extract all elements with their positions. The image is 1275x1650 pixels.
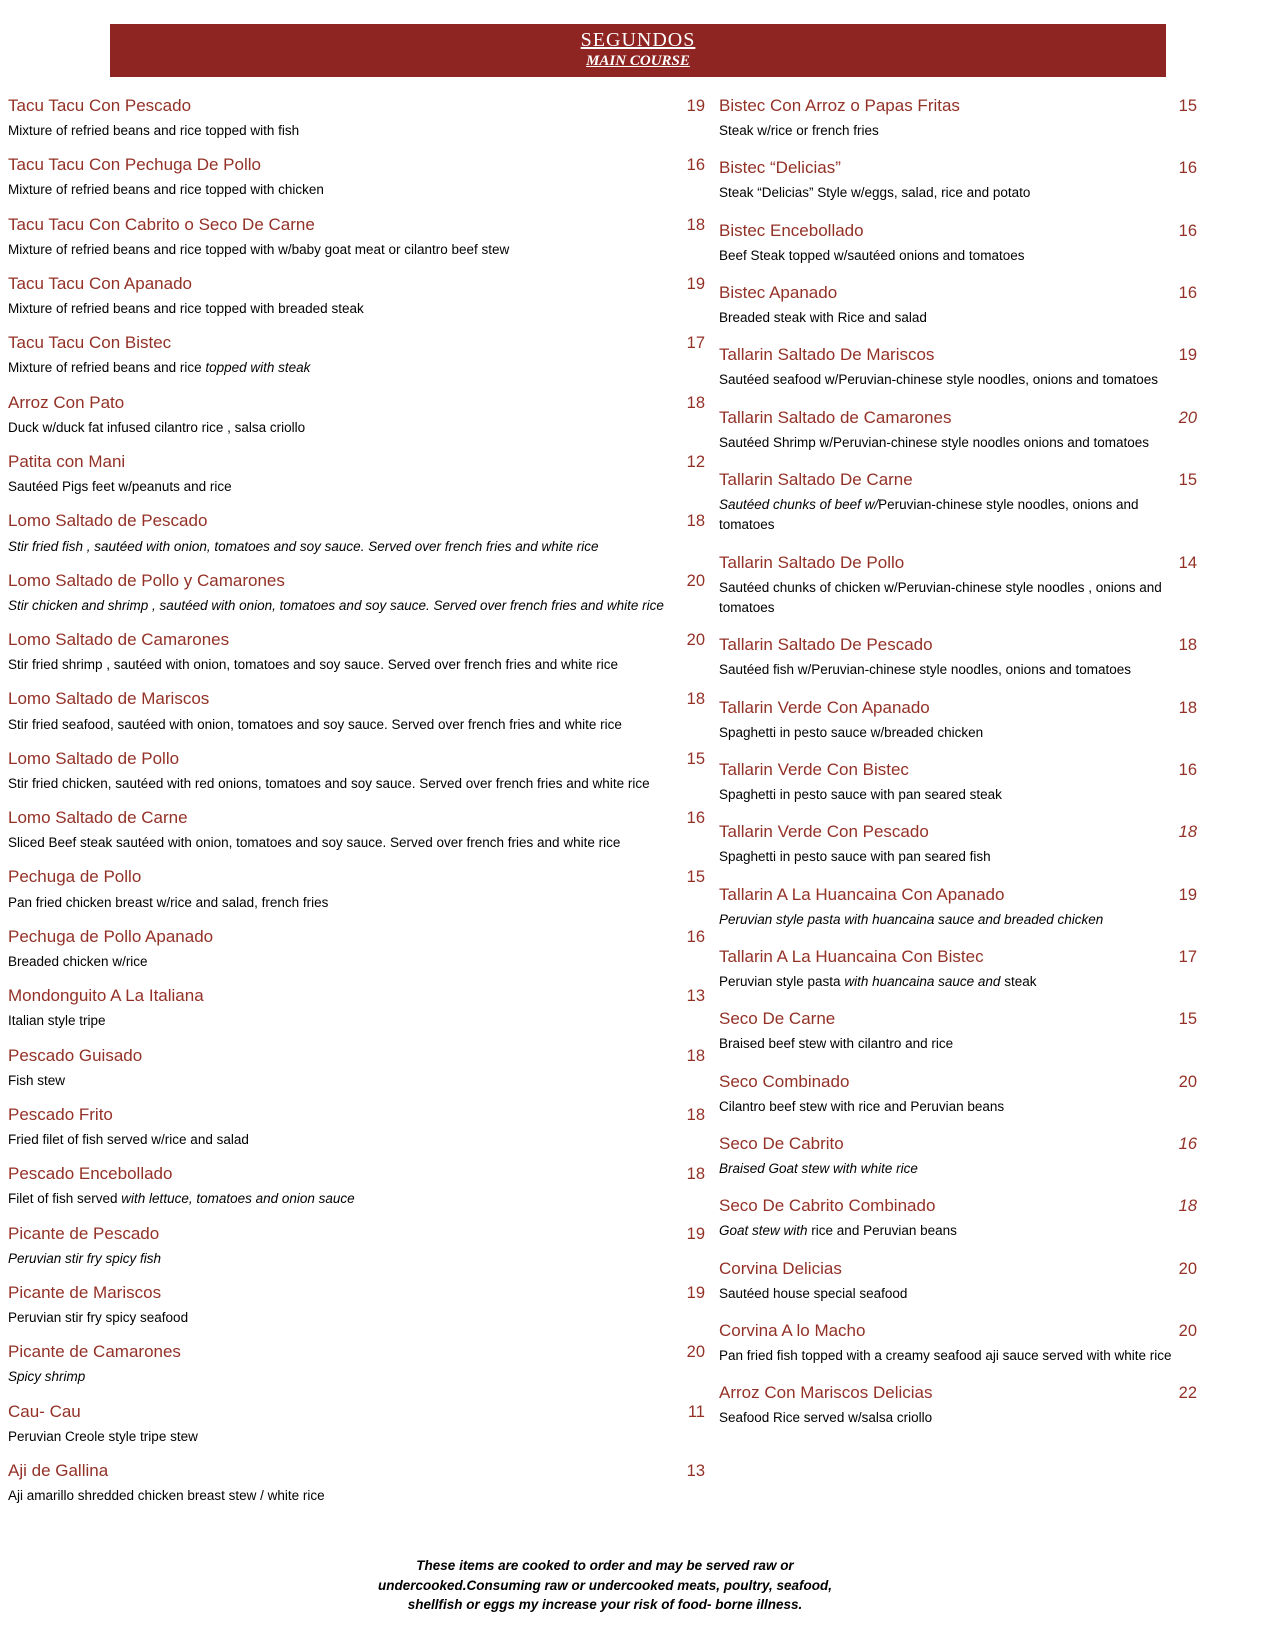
menu-item-header bbox=[8, 1400, 705, 1424]
menu-item bbox=[719, 94, 1197, 141]
menu-item-description: Pan fried fish topped with a creamy seafood aji sauce served with white rice bbox=[719, 1348, 1172, 1364]
menu-item-name: Arroz Con Pato bbox=[8, 392, 125, 412]
menu-item-header bbox=[719, 1007, 1197, 1031]
menu-item-header bbox=[719, 156, 1197, 180]
menu-item-header bbox=[719, 945, 1197, 969]
menu-item-description: Sautéed Pigs feet w/peanuts and rice bbox=[8, 479, 232, 495]
menu-item-description: Spicy shrimp bbox=[8, 1369, 86, 1385]
menu-item bbox=[8, 1281, 705, 1328]
menu-item-price: 16 bbox=[686, 927, 705, 946]
menu-item-description: Steak w/rice or french fries bbox=[719, 123, 879, 139]
menu-item-description: Seafood Rice served w/salsa criollo bbox=[719, 1410, 933, 1426]
menu-item-price: 18 bbox=[686, 1105, 705, 1124]
menu-item-description: Breaded steak with Rice and salad bbox=[719, 310, 927, 326]
menu-item bbox=[719, 551, 1197, 619]
menu-item bbox=[8, 747, 705, 794]
menu-item bbox=[719, 1132, 1197, 1179]
menu-subtitle: MAIN COURSE bbox=[586, 53, 690, 69]
menu-item-name: Corvina A lo Macho bbox=[719, 1321, 866, 1341]
menu-item bbox=[8, 925, 705, 972]
menu-item-header bbox=[719, 94, 1197, 118]
menu-item-price: 16 bbox=[1178, 284, 1197, 303]
menu-item bbox=[8, 272, 705, 319]
menu-item-header bbox=[8, 984, 705, 1008]
menu-item-price: 18 bbox=[1178, 1197, 1197, 1216]
menu-item-name: Seco De Cabrito Combinado bbox=[719, 1196, 936, 1216]
menu-item bbox=[8, 1340, 705, 1387]
menu-item-header bbox=[8, 391, 705, 415]
menu-item-name: Lomo Saltado de Mariscos bbox=[8, 689, 210, 709]
menu-item-description: Spaghetti in pesto sauce with pan seared fish bbox=[719, 849, 991, 865]
menu-item-description: Braised Goat stew with white rice bbox=[719, 1161, 918, 1177]
menu-item-price: 18 bbox=[686, 393, 705, 412]
menu-item-name: Seco Combinado bbox=[719, 1071, 850, 1091]
menu-item bbox=[719, 820, 1197, 867]
menu-item bbox=[719, 156, 1197, 203]
menu-item-price: 16 bbox=[1178, 159, 1197, 178]
menu-item-name: Tallarin Saltado De Pescado bbox=[719, 635, 933, 655]
menu-item-name: Corvina Delicias bbox=[719, 1258, 842, 1278]
menu-item bbox=[719, 343, 1197, 390]
menu-item-name: Tacu Tacu Con Pechuga De Pollo bbox=[8, 155, 261, 175]
menu-item-header bbox=[719, 1070, 1197, 1094]
menu-item-description: Peruvian stir fry spicy seafood bbox=[8, 1309, 189, 1325]
menu-item bbox=[719, 758, 1197, 805]
menu-item-price: 11 bbox=[687, 1402, 705, 1421]
menu-item bbox=[719, 1007, 1197, 1054]
menu-item bbox=[8, 94, 705, 141]
menu-item-header bbox=[8, 1162, 705, 1186]
menu-item-description: Fish stew bbox=[8, 1072, 66, 1088]
menu-item-header bbox=[719, 1257, 1197, 1281]
menu-item bbox=[8, 1103, 705, 1150]
menu-item-description: Filet of fish served with lettuce, tomatoes and onion sauce bbox=[8, 1191, 355, 1207]
menu-item-description: Fried filet of fish served w/rice and salad bbox=[8, 1131, 249, 1147]
menu-item-price: 19 bbox=[686, 1283, 705, 1302]
menu-item-header bbox=[8, 153, 705, 177]
menu-item-description: Italian style tripe bbox=[8, 1013, 106, 1029]
menu-item-header bbox=[8, 1340, 705, 1364]
menu-item-price: 15 bbox=[1178, 97, 1197, 115]
menu-item-description: Sliced Beef steak sautéed with onion, tomatoes and soy sauce. Served over french fries and white rice bbox=[8, 835, 621, 851]
menu-item-header bbox=[8, 509, 705, 533]
menu-item-header bbox=[8, 1222, 705, 1246]
menu-item-name: Lomo Saltado de Pollo bbox=[8, 748, 180, 768]
menu-item-name: Patita con Mani bbox=[8, 452, 126, 472]
menu-item-name: Tallarin Saltado De Carne bbox=[719, 470, 913, 490]
menu-item bbox=[8, 628, 705, 675]
menu-item-header bbox=[719, 1381, 1197, 1405]
menu-item bbox=[719, 468, 1197, 536]
menu-item-description: Mixture of refried beans and rice topped with steak bbox=[8, 360, 311, 376]
menu-item-name: Pescado Encebollado bbox=[8, 1164, 173, 1184]
menu-item bbox=[719, 633, 1197, 680]
menu-item-description: Spaghetti in pesto sauce with pan seared steak bbox=[719, 787, 1002, 803]
menu-item-name: Lomo Saltado de Pollo y Camarones bbox=[8, 570, 285, 590]
menu-item-header bbox=[719, 696, 1197, 720]
menu-item-header bbox=[719, 468, 1197, 492]
menu-item-header bbox=[8, 213, 705, 237]
menu-item-price: 18 bbox=[686, 215, 705, 234]
menu-item-description: Peruvian style pasta with huancaina sauce and steak bbox=[719, 974, 1037, 990]
menu-item-header bbox=[8, 450, 705, 474]
menu-item-header bbox=[8, 1044, 705, 1068]
menu-item-description: Sautéed seafood w/Peruvian-chinese style noodles, onions and tomatoes bbox=[719, 372, 1159, 388]
menu-item-header bbox=[8, 925, 705, 949]
menu-item bbox=[719, 945, 1197, 992]
menu-item-name: Picante de Camarones bbox=[8, 1342, 181, 1362]
menu-item-price: 17 bbox=[1178, 947, 1197, 966]
menu-item-description: Pan fried chicken breast w/rice and salad, french fries bbox=[8, 894, 329, 910]
menu-item-header bbox=[719, 551, 1197, 575]
menu-item-header bbox=[8, 1103, 705, 1127]
menu-item-price: 18 bbox=[1178, 636, 1197, 655]
menu-item-description: Aji amarillo shredded chicken breast stew / white rice bbox=[8, 1488, 325, 1503]
menu-item-price: 19 bbox=[1178, 346, 1197, 365]
menu-item-header bbox=[719, 633, 1197, 657]
menu-item-name: Tacu Tacu Con Bistec bbox=[8, 333, 172, 353]
menu-item bbox=[8, 687, 705, 734]
menu-title: SEGUNDOS bbox=[580, 29, 696, 51]
menu-item-header bbox=[8, 272, 705, 296]
menu-item-price: 20 bbox=[1178, 1322, 1197, 1341]
menu-item-name: Tallarin Verde Con Bistec bbox=[719, 759, 909, 779]
menu-item-description: Sautéed fish w/Peruvian-chinese style noodles, onions and tomatoes bbox=[719, 662, 1132, 678]
menu-column-right bbox=[719, 94, 1197, 1444]
menu-item-price: 16 bbox=[1178, 221, 1197, 240]
menu-item-description: Beef Steak topped w/sautéed onions and tomatoes bbox=[719, 247, 1025, 263]
menu-item-description: Stir fried chicken, sautéed with red onions, tomatoes and soy sauce. Served over french fries and white rice bbox=[8, 775, 650, 791]
menu-item-name: Picante de Mariscos bbox=[8, 1282, 162, 1302]
menu-item-name: Tacu Tacu Con Cabrito o Seco De Carne bbox=[8, 214, 315, 234]
menu-item-description: Stir fried shrimp , sautéed with onion, tomatoes and soy sauce. Served over french fries and white rice bbox=[8, 657, 619, 673]
menu-item-header bbox=[719, 406, 1197, 430]
menu-item bbox=[719, 1319, 1197, 1366]
menu-item-description: Stir chicken and shrimp , sautéed with onion, tomatoes and soy sauce. Served over french fries and white rice bbox=[8, 597, 664, 613]
disclaimer-line-2: undercooked.Consuming raw or undercooked meats, poultry, seafood, bbox=[377, 1577, 833, 1593]
menu-item bbox=[8, 865, 705, 912]
menu-item-name: Cau- Cau bbox=[8, 1401, 81, 1421]
menu-item-price: 20 bbox=[1178, 1072, 1197, 1091]
menu-item-price: 19 bbox=[686, 97, 705, 115]
menu-item-price: 20 bbox=[686, 1343, 705, 1362]
menu-item-price: 18 bbox=[686, 512, 705, 531]
menu-item-name: Aji de Gallina bbox=[8, 1460, 109, 1480]
menu-item-header bbox=[719, 281, 1197, 305]
menu-item-name: Arroz Con Mariscos Delicias bbox=[719, 1383, 933, 1403]
menu-item-name: Tallarin Saltado De Pollo bbox=[719, 552, 905, 572]
menu-item-name: Lomo Saltado de Camarones bbox=[8, 630, 230, 650]
menu-item-description: Steak “Delicias” Style w/eggs, salad, rice and potato bbox=[719, 185, 1031, 201]
menu-item-description: Sautéed house special seafood bbox=[719, 1285, 908, 1301]
menu-item-header bbox=[8, 628, 705, 652]
menu-item-description: Braised beef stew with cilantro and rice bbox=[719, 1036, 954, 1052]
menu-item-name: Tallarin Saltado de Camarones bbox=[719, 407, 952, 427]
menu-item-price: 20 bbox=[686, 631, 705, 650]
menu-item-description: Stir fried seafood, sautéed with onion, tomatoes and soy sauce. Served over french fries and white rice bbox=[8, 716, 622, 732]
menu-item bbox=[719, 1194, 1197, 1241]
menu-item-header bbox=[719, 883, 1197, 907]
menu-item-header bbox=[719, 1132, 1197, 1156]
menu-item-price: 19 bbox=[1178, 885, 1197, 904]
menu-item-name: Tallarin Verde Con Apanado bbox=[719, 697, 930, 717]
menu-item-description: Stir fried fish , sautéed with onion, tomatoes and soy sauce. Served over french fries and white rice bbox=[8, 538, 599, 554]
menu-item-header bbox=[8, 865, 705, 889]
menu-item-price: 15 bbox=[1178, 471, 1197, 490]
menu-item-price: 16 bbox=[1178, 1135, 1197, 1153]
menu-item-price: 15 bbox=[1178, 1010, 1197, 1029]
menu-item-price: 16 bbox=[686, 156, 705, 175]
menu-item-price: 18 bbox=[1178, 823, 1197, 842]
menu-item-description: Peruvian stir fry spicy fish bbox=[8, 1250, 162, 1266]
menu-item bbox=[719, 1070, 1197, 1117]
menu-item-name: Seco De Carne bbox=[719, 1009, 836, 1029]
menu-item-header bbox=[8, 331, 705, 355]
menu-item-description: Spaghetti in pesto sauce w/breaded chicken bbox=[719, 724, 984, 740]
disclaimer bbox=[0, 1556, 1210, 1615]
menu-item-description: Mixture of refried beans and rice topped with chicken bbox=[8, 182, 324, 198]
menu-item-price: 18 bbox=[686, 1165, 705, 1184]
menu-item-name: Tallarin A La Huancaina Con Bistec bbox=[719, 946, 984, 966]
menu-item-description: Sautéed Shrimp w/Peruvian-chinese style noodles onions and tomatoes bbox=[719, 434, 1150, 450]
menu-item-name: Tallarin Verde Con Pescado bbox=[719, 822, 929, 842]
menu-item-description: Peruvian Creole style tripe stew bbox=[8, 1428, 198, 1444]
menu-item-name: Bistec “Delicias” bbox=[719, 158, 841, 178]
menu-item-description: Peruvian style pasta with huancaina sauce and breaded chicken bbox=[719, 911, 1104, 927]
menu-item bbox=[8, 450, 705, 497]
menu-item bbox=[719, 696, 1197, 743]
menu-item-description: Duck w/duck fat infused cilantro rice , salsa criollo bbox=[8, 419, 306, 435]
menu-item bbox=[8, 1162, 705, 1209]
menu-header-banner bbox=[110, 24, 1166, 77]
menu-item-description: Mixture of refried beans and rice topped with breaded steak bbox=[8, 301, 364, 317]
menu-item-header bbox=[8, 747, 705, 771]
menu-item bbox=[719, 406, 1197, 453]
menu-item bbox=[8, 1459, 705, 1506]
menu-item-description: Sautéed chunks of beef w/Peruvian-chinese style noodles, onions and tomatoes bbox=[719, 497, 1139, 533]
menu-item bbox=[8, 1222, 705, 1269]
menu-item-name: Bistec Encebollado bbox=[719, 220, 864, 240]
menu-item-price: 19 bbox=[686, 275, 705, 294]
menu-item bbox=[8, 213, 705, 260]
menu-item-price: 22 bbox=[1178, 1384, 1197, 1403]
menu-item-name: Pescado Frito bbox=[8, 1104, 113, 1124]
menu-item-header bbox=[719, 820, 1197, 844]
menu-item-name: Lomo Saltado de Pescado bbox=[8, 511, 208, 531]
menu-item-header bbox=[719, 1319, 1197, 1343]
menu-item-name: Pechuga de Pollo Apanado bbox=[8, 926, 214, 946]
menu-item-description: Cilantro beef stew with rice and Peruvian beans bbox=[719, 1098, 1005, 1114]
menu-item-price: 13 bbox=[686, 987, 705, 1006]
menu-item-price: 14 bbox=[1178, 553, 1197, 572]
menu-item-header bbox=[8, 687, 705, 711]
menu-item-price: 13 bbox=[686, 1461, 705, 1480]
menu-item bbox=[719, 219, 1197, 266]
menu-item-header bbox=[8, 1459, 705, 1483]
menu-item-name: Seco De Cabrito bbox=[719, 1134, 844, 1153]
menu-item-description: Mixture of refried beans and rice topped with fish bbox=[8, 123, 300, 139]
disclaimer-line-3: shellfish or eggs my increase your risk of food- borne illness. bbox=[407, 1597, 803, 1613]
menu-item-price: 17 bbox=[686, 334, 705, 353]
menu-item-name: Mondonguito A La Italiana bbox=[8, 986, 204, 1006]
menu-item bbox=[8, 1044, 705, 1091]
menu-item-header bbox=[8, 1281, 705, 1305]
menu-item-name: Bistec Apanado bbox=[719, 283, 838, 303]
menu-item-price: 16 bbox=[1178, 760, 1197, 779]
menu-item bbox=[719, 281, 1197, 328]
menu-item-header bbox=[8, 569, 705, 593]
disclaimer-line-1: These items are cooked to order and may be served raw or bbox=[416, 1558, 794, 1573]
menu-item-price: 20 bbox=[686, 571, 705, 590]
menu-item bbox=[8, 984, 705, 1031]
menu-item-description: Breaded chicken w/rice bbox=[8, 953, 148, 969]
menu-item bbox=[8, 569, 705, 616]
menu-item-price: 20 bbox=[1178, 408, 1197, 427]
menu-item-price: 18 bbox=[686, 690, 705, 709]
menu-item-header bbox=[719, 1194, 1197, 1218]
menu-item-header bbox=[719, 343, 1197, 367]
menu-item-name: Pescado Guisado bbox=[8, 1045, 143, 1065]
menu-item-price: 15 bbox=[686, 749, 705, 768]
menu-item-name: Tallarin A La Huancaina Con Apanado bbox=[719, 884, 1005, 904]
menu-item-price: 15 bbox=[686, 868, 705, 887]
menu-item-name: Lomo Saltado de Carne bbox=[8, 808, 188, 828]
menu-item-name: Tallarin Saltado De Mariscos bbox=[719, 345, 935, 365]
menu-column-left bbox=[8, 94, 705, 1518]
menu-item-header bbox=[8, 94, 705, 118]
menu-item-price: 16 bbox=[686, 809, 705, 828]
menu-item bbox=[8, 153, 705, 200]
menu-item-description: Mixture of refried beans and rice topped with w/baby goat meat or cilantro beef stew bbox=[8, 241, 510, 257]
menu-item-header bbox=[719, 219, 1197, 243]
menu-item bbox=[8, 806, 705, 853]
menu-item-price: 18 bbox=[686, 1046, 705, 1065]
menu-item bbox=[719, 1381, 1197, 1428]
menu-item bbox=[719, 883, 1197, 930]
menu-item-name: Bistec Con Arroz o Papas Fritas bbox=[719, 96, 960, 115]
menu-item bbox=[8, 391, 705, 438]
menu-item-price: 12 bbox=[686, 453, 705, 472]
menu-item-header bbox=[719, 758, 1197, 782]
menu-item-name: Tacu Tacu Con Apanado bbox=[8, 274, 192, 294]
menu-item bbox=[8, 331, 705, 378]
menu-item-price: 18 bbox=[1178, 698, 1197, 717]
menu-item bbox=[8, 509, 705, 556]
menu-item-price: 20 bbox=[1178, 1259, 1197, 1278]
menu-item-name: Picante de Pescado bbox=[8, 1223, 160, 1243]
menu-item bbox=[8, 1400, 705, 1447]
menu-item bbox=[719, 1257, 1197, 1304]
menu-item-description: Goat stew with rice and Peruvian beans bbox=[719, 1223, 957, 1239]
menu-item-description: Sautéed chunks of chicken w/Peruvian-chinese style noodles , onions and tomatoes bbox=[719, 579, 1162, 615]
menu-item-price: 19 bbox=[686, 1224, 705, 1243]
menu-item-name: Tacu Tacu Con Pescado bbox=[8, 96, 192, 115]
menu-item-name: Pechuga de Pollo bbox=[8, 867, 142, 887]
menu-item-header bbox=[8, 806, 705, 830]
